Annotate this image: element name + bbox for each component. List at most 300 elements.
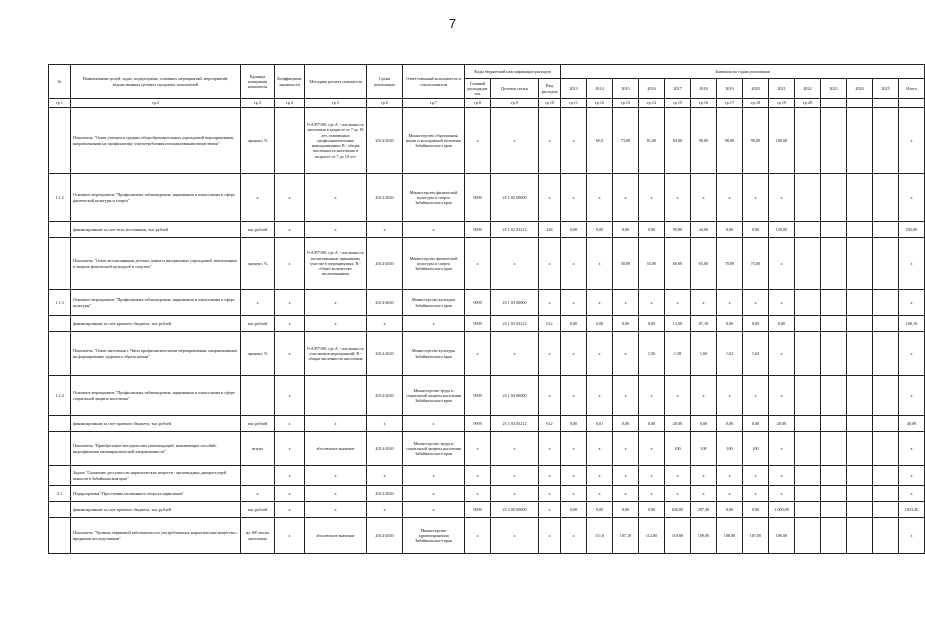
column-number-cell bbox=[821, 99, 847, 108]
row-term: 2014-2020 bbox=[367, 518, 403, 554]
row-year-value: х bbox=[691, 290, 717, 316]
column-number-cell: гр.17 bbox=[717, 99, 743, 108]
row-exec: х bbox=[403, 222, 465, 238]
row-year-value: 0,00 bbox=[717, 502, 743, 518]
row-code-main: 0909 bbox=[465, 222, 491, 238]
row-year-value: х bbox=[743, 466, 769, 486]
row-code-main: 0909 bbox=[465, 416, 491, 432]
row-exec: Министерство культуры Забайкальского края bbox=[403, 290, 465, 316]
row-year-value: х bbox=[769, 174, 795, 222]
row-year-value: х bbox=[717, 174, 743, 222]
row-code-target: х bbox=[491, 332, 539, 376]
row-coef: х bbox=[275, 502, 305, 518]
row-coef: х bbox=[275, 376, 305, 416]
row-year-value: х bbox=[717, 290, 743, 316]
row-unit: процент, % bbox=[241, 108, 275, 174]
row-year-value bbox=[795, 316, 821, 332]
row-year-value: х bbox=[587, 332, 613, 376]
row-code-target: х bbox=[491, 518, 539, 554]
row-year-value: 1,58 bbox=[665, 332, 691, 376]
row-year-value: х bbox=[717, 376, 743, 416]
header-year: 2017 bbox=[665, 79, 691, 99]
row-year-value: х bbox=[691, 174, 717, 222]
row-year-value: 656,00 bbox=[665, 502, 691, 518]
row-year-value: 0,00 bbox=[743, 502, 769, 518]
column-number-cell: гр.8 bbox=[465, 99, 491, 108]
column-number-cell: гр.2 bbox=[71, 99, 241, 108]
row-year-value: х bbox=[743, 174, 769, 222]
row-unit: на 100 тысяч населения bbox=[241, 518, 275, 554]
header-year: 2015 bbox=[613, 79, 639, 99]
row-total: 1953,40 bbox=[899, 502, 925, 518]
row-year-value: 84,00 bbox=[665, 108, 691, 174]
row-year-value: 0,00 bbox=[613, 416, 639, 432]
row-method: х bbox=[305, 290, 367, 316]
row-method: х bbox=[305, 502, 367, 518]
row-method: абсолютное значение bbox=[305, 518, 367, 554]
row-year-value: 44,60 bbox=[691, 222, 717, 238]
row-code-type: х bbox=[539, 466, 561, 486]
row-method: абсолютное значение bbox=[305, 432, 367, 466]
row-coef: х bbox=[275, 238, 305, 290]
row-total: х bbox=[899, 290, 925, 316]
table-row bbox=[49, 486, 925, 502]
row-code-target: х bbox=[491, 432, 539, 466]
row-year-value bbox=[795, 108, 821, 174]
row-year-value: 297,40 bbox=[691, 502, 717, 518]
row-year-value: х bbox=[587, 174, 613, 222]
row-year-value: х bbox=[639, 432, 665, 466]
row-code-main: х bbox=[465, 518, 491, 554]
row-exec: х bbox=[403, 502, 465, 518]
row-year-value bbox=[821, 518, 847, 554]
row-year-value: 0,00 bbox=[587, 502, 613, 518]
row-code-target: х bbox=[491, 486, 539, 502]
row-number bbox=[49, 502, 71, 518]
column-number-cell: гр.4 bbox=[275, 99, 305, 108]
row-year-value: х bbox=[561, 108, 587, 174]
page-number: 7 bbox=[448, 16, 457, 31]
row-year-value: х bbox=[639, 486, 665, 502]
row-code-main: х bbox=[465, 238, 491, 290]
row-total: х bbox=[899, 432, 925, 466]
row-code-type: х bbox=[539, 486, 561, 502]
row-year-value bbox=[821, 466, 847, 486]
header-exec: Ответственный исполнитель и соисполнители bbox=[403, 65, 465, 99]
program-table bbox=[48, 64, 925, 554]
row-coef: х bbox=[275, 290, 305, 316]
row-number bbox=[49, 416, 71, 432]
row-year-value bbox=[847, 332, 873, 376]
table-row bbox=[49, 376, 925, 416]
row-code-target: 23 1 03 00000 bbox=[491, 290, 539, 316]
row-code-main: х bbox=[465, 432, 491, 466]
row-year-value: 0,00 bbox=[587, 222, 613, 238]
header-method: Методика расчета показателя bbox=[305, 65, 367, 99]
row-year-value: 20,00 bbox=[769, 416, 795, 432]
row-unit: тыс.рублей bbox=[241, 502, 275, 518]
row-name: Основное мероприятие "Профилактика табакокурения, наркомании и алкоголизма в сфере культуры" bbox=[71, 290, 241, 316]
column-number-cell: гр.18 bbox=[743, 99, 769, 108]
row-year-value: х bbox=[561, 238, 587, 290]
row-exec: х bbox=[403, 466, 465, 486]
header-year: 2018 bbox=[691, 79, 717, 99]
row-exec: х bbox=[403, 486, 465, 502]
row-year-value bbox=[847, 416, 873, 432]
row-name: Показатель "Охват воспитанников детских домов и интернатных учреждений, вовлеченных в занятия физической культурой и спортом" bbox=[71, 238, 241, 290]
row-year-value bbox=[821, 174, 847, 222]
row-exec: Министерство физической культуры и спорта Забайкальского края bbox=[403, 238, 465, 290]
row-year-value: 107,00 bbox=[743, 518, 769, 554]
row-number bbox=[49, 108, 71, 174]
row-year-value: х bbox=[665, 290, 691, 316]
row-year-value bbox=[847, 466, 873, 486]
row-year-value: 70,00 bbox=[717, 238, 743, 290]
row-number bbox=[49, 316, 71, 332]
row-year-value: 0,00 bbox=[743, 416, 769, 432]
row-code-type: х bbox=[539, 108, 561, 174]
column-number-cell: гр.11 bbox=[561, 99, 587, 108]
row-code-main: 0909 bbox=[465, 290, 491, 316]
row-year-value bbox=[847, 486, 873, 502]
row-year-value: х bbox=[665, 174, 691, 222]
row-year-value: 1,64 bbox=[743, 332, 769, 376]
table-row bbox=[49, 174, 925, 222]
table-row bbox=[49, 466, 925, 486]
row-year-value: х bbox=[613, 432, 639, 466]
row-year-value: 13,00 bbox=[665, 316, 691, 332]
header-row bbox=[49, 65, 925, 79]
row-year-value: х bbox=[587, 238, 613, 290]
row-year-value bbox=[821, 222, 847, 238]
row-name: Подпрограмма "Пресечение незаконного оборота наркотиков" bbox=[71, 486, 241, 502]
column-number-cell: гр.1 bbox=[49, 99, 71, 108]
header-code-type: Вид расходов bbox=[539, 79, 561, 99]
row-year-value bbox=[847, 376, 873, 416]
row-coef: х bbox=[275, 486, 305, 502]
row-year-value: х bbox=[639, 376, 665, 416]
row-year-value: х bbox=[639, 466, 665, 486]
header-year: 2021 bbox=[769, 79, 795, 99]
row-year-value bbox=[795, 290, 821, 316]
row-unit bbox=[241, 376, 275, 416]
table-row bbox=[49, 332, 925, 376]
row-year-value: 0,00 bbox=[691, 416, 717, 432]
row-term: 2014-2020 bbox=[367, 432, 403, 466]
row-year-value: х bbox=[639, 174, 665, 222]
row-code-target: х bbox=[491, 466, 539, 486]
header-year: 2013 bbox=[561, 79, 587, 99]
row-year-value bbox=[795, 416, 821, 432]
row-exec: Министерство труда и социальной защиты населения Забайкальского края bbox=[403, 432, 465, 466]
row-exec: х bbox=[403, 416, 465, 432]
row-year-value bbox=[873, 174, 899, 222]
row-year-value: 65,00 bbox=[691, 238, 717, 290]
row-year-value: х bbox=[717, 486, 743, 502]
row-total: х bbox=[899, 174, 925, 222]
row-year-value bbox=[821, 108, 847, 174]
row-code-type: х bbox=[539, 332, 561, 376]
row-year-value: 0,00 bbox=[639, 316, 665, 332]
header-year: 2014 bbox=[587, 79, 613, 99]
row-code-main: 0909 bbox=[465, 174, 491, 222]
table-body bbox=[49, 65, 925, 554]
row-year-value: х bbox=[743, 376, 769, 416]
row-name: финансирование за счет краевого бюджета, тыс.рублей bbox=[71, 316, 241, 332]
row-year-value: х bbox=[769, 376, 795, 416]
row-number bbox=[49, 432, 71, 466]
row-total: 293,00 bbox=[899, 222, 925, 238]
header-code-main: Главный распорядитель bbox=[465, 79, 491, 99]
row-year-value bbox=[847, 174, 873, 222]
row-year-value: х bbox=[561, 332, 587, 376]
row-total: х bbox=[899, 108, 925, 174]
row-year-value: 108,00 bbox=[717, 518, 743, 554]
row-year-value: 0,00 bbox=[743, 222, 769, 238]
row-year-value: х bbox=[691, 376, 717, 416]
row-exec: Министерство культуры Забайкальского края bbox=[403, 332, 465, 376]
row-year-value bbox=[821, 432, 847, 466]
header-year: 2022 bbox=[795, 79, 821, 99]
row-year-value bbox=[847, 238, 873, 290]
row-year-value bbox=[795, 222, 821, 238]
row-name: финансирование за счет краевого бюджета, тыс.рублей bbox=[71, 502, 241, 518]
row-total: 40,09 bbox=[899, 416, 925, 432]
row-year-value: х bbox=[613, 290, 639, 316]
row-year-value bbox=[847, 432, 873, 466]
row-name: Показатель "Охват населения г. Читы профилактическими мероприятиями, направленными на формирование здорового образа жизни" bbox=[71, 332, 241, 376]
row-code-type: 612 bbox=[539, 316, 561, 332]
row-name: Основное мероприятие "Профилактика табакокурения, наркомании и алкоголизма в сфере социальной защиты населения" bbox=[71, 376, 241, 416]
row-term: 2014-2020 bbox=[367, 486, 403, 502]
row-year-value: 0,00 bbox=[613, 502, 639, 518]
table-row bbox=[49, 290, 925, 316]
row-year-value: 99,00 bbox=[743, 108, 769, 174]
row-year-value: 150,00 bbox=[769, 222, 795, 238]
row-number bbox=[49, 238, 71, 290]
row-code-type: х bbox=[539, 376, 561, 416]
row-year-value: х bbox=[665, 376, 691, 416]
header-num: № bbox=[49, 65, 71, 99]
row-unit: х bbox=[241, 174, 275, 222]
row-year-value: х bbox=[769, 432, 795, 466]
row-number: 1.1.2 bbox=[49, 174, 71, 222]
row-year-value: 0,00 bbox=[561, 222, 587, 238]
row-name: Основное мероприятие "Профилактика табакокурения, наркомании и алкоголизма в сфере физической культуры и спорта" bbox=[71, 174, 241, 222]
row-year-value: 0,00 bbox=[587, 316, 613, 332]
row-year-value: 111,6 bbox=[587, 518, 613, 554]
row-year-value: х bbox=[561, 518, 587, 554]
column-number-cell: гр.7 bbox=[403, 99, 465, 108]
row-method: х bbox=[305, 466, 367, 486]
row-year-value: х bbox=[587, 376, 613, 416]
row-name: Показатель "Охват учащихся средних общеобразовательных учреждений мероприятиями, направленными на профилактику злоупотребления психоактивными веществами" bbox=[71, 108, 241, 174]
row-year-value: х bbox=[769, 332, 795, 376]
row-year-value bbox=[795, 486, 821, 502]
row-year-value bbox=[873, 222, 899, 238]
column-number-cell: гр.15 bbox=[665, 99, 691, 108]
row-year-value: 98,00 bbox=[717, 108, 743, 174]
column-number-cell bbox=[899, 99, 925, 108]
row-exec: х bbox=[403, 316, 465, 332]
row-year-value bbox=[873, 238, 899, 290]
column-number-cell: гр.9 bbox=[491, 99, 539, 108]
column-number-cell: гр.12 bbox=[587, 99, 613, 108]
header-codes: Коды бюджетной классификации расходов bbox=[465, 65, 561, 79]
row-year-value bbox=[821, 290, 847, 316]
column-number-cell: гр.16 bbox=[691, 99, 717, 108]
row-year-value bbox=[873, 432, 899, 466]
row-name: Задача "Снижение доступности наркотических веществ - производных дикорастущей конопли в Забайкальском крае" bbox=[71, 466, 241, 486]
row-year-value: х bbox=[561, 376, 587, 416]
row-number bbox=[49, 332, 71, 376]
row-year-value bbox=[847, 290, 873, 316]
row-coef: х bbox=[275, 432, 305, 466]
row-year-value: 106,00 bbox=[769, 518, 795, 554]
row-year-value bbox=[873, 518, 899, 554]
header-unit: Единица измерения показателя bbox=[241, 65, 275, 99]
row-year-value bbox=[795, 332, 821, 376]
row-exec: Министерство труда и социальной защиты населения Забайкальского края bbox=[403, 376, 465, 416]
row-year-value: 0,00 bbox=[639, 502, 665, 518]
row-unit bbox=[241, 466, 275, 486]
row-name: финансирование за счет всех источников, тыс.рублей bbox=[71, 222, 241, 238]
row-year-value bbox=[821, 316, 847, 332]
column-number-cell bbox=[847, 99, 873, 108]
row-year-value: 100 bbox=[665, 432, 691, 466]
row-code-type: х bbox=[539, 432, 561, 466]
row-year-value: х bbox=[743, 290, 769, 316]
row-year-value: 0,00 bbox=[717, 416, 743, 432]
row-year-value bbox=[847, 108, 873, 174]
row-exec: Министерство физической культуры и спорта Забайкальского края bbox=[403, 174, 465, 222]
row-coef bbox=[275, 108, 305, 174]
row-total: х bbox=[899, 376, 925, 416]
row-year-value: 100 bbox=[691, 432, 717, 466]
row-exec: Министерство образования, науки и молодежной политики Забайкальского края bbox=[403, 108, 465, 174]
row-year-value bbox=[795, 502, 821, 518]
header-year: 2025 bbox=[873, 79, 899, 99]
row-code-main: х bbox=[465, 108, 491, 174]
row-year-value: 0,00 bbox=[743, 316, 769, 332]
row-year-value: 0,00 bbox=[561, 416, 587, 432]
row-year-value: х bbox=[561, 432, 587, 466]
row-year-value: 1,60 bbox=[691, 332, 717, 376]
row-method: I=A/B*100, где А - численность воспитанников, принявших участие в мероприятиях; В - общее количество воспитанников bbox=[305, 238, 367, 290]
row-method: I=A/B*100, где А - численность населения в возрасте от 7 до 18 лет, охваченных профилактическими мероприятиями; В - общая численность населения в возрасте от 7 до 18 лет bbox=[305, 108, 367, 174]
row-term: 2014-2020 bbox=[367, 238, 403, 290]
column-number-cell: гр.3 bbox=[241, 99, 275, 108]
row-year-value: 20,00 bbox=[665, 416, 691, 432]
row-year-value: х bbox=[665, 486, 691, 502]
column-number-cell: гр.14 bbox=[639, 99, 665, 108]
row-total: 100,10 bbox=[899, 316, 925, 332]
row-year-value: 75,00 bbox=[743, 238, 769, 290]
row-year-value: х bbox=[587, 486, 613, 502]
row-year-value bbox=[795, 466, 821, 486]
row-year-value bbox=[795, 376, 821, 416]
row-exec: Министерство здравоохранения Забайкальского края bbox=[403, 518, 465, 554]
header-year: 2019 bbox=[717, 79, 743, 99]
row-year-value: 0,00 bbox=[613, 316, 639, 332]
row-year-value bbox=[873, 290, 899, 316]
row-year-value: х bbox=[561, 290, 587, 316]
header-values: Значения по годам реализации bbox=[561, 65, 925, 79]
row-total: х bbox=[899, 518, 925, 554]
row-year-value: 73,00 bbox=[613, 108, 639, 174]
row-code-main: х bbox=[465, 466, 491, 486]
header-total: Итого bbox=[899, 79, 925, 99]
row-unit: х bbox=[241, 290, 275, 316]
row-year-value: х bbox=[639, 290, 665, 316]
row-year-value bbox=[847, 502, 873, 518]
row-coef: х bbox=[275, 466, 305, 486]
row-year-value: х bbox=[587, 290, 613, 316]
column-number-cell: гр.19 bbox=[769, 99, 795, 108]
row-year-value: 87,10 bbox=[691, 316, 717, 332]
row-name: финансирование за счет краевого бюджета, тыс.рублей bbox=[71, 416, 241, 432]
row-year-value: х bbox=[613, 486, 639, 502]
row-year-value: 100,00 bbox=[769, 108, 795, 174]
row-term: 2014-2020 bbox=[367, 290, 403, 316]
row-coef: х bbox=[275, 222, 305, 238]
row-year-value: 100 bbox=[743, 432, 769, 466]
row-year-value: х bbox=[665, 466, 691, 486]
row-year-value: 1,56 bbox=[639, 332, 665, 376]
header-code-target: Целевая статья bbox=[491, 79, 539, 99]
row-number bbox=[49, 518, 71, 554]
row-total: х bbox=[899, 486, 925, 502]
row-year-value: 50,00 bbox=[613, 238, 639, 290]
row-year-value: х bbox=[561, 486, 587, 502]
row-year-value bbox=[821, 332, 847, 376]
row-coef: х bbox=[275, 332, 305, 376]
row-year-value: х bbox=[769, 290, 795, 316]
row-code-target: 23 1 02 03212 bbox=[491, 222, 539, 238]
row-year-value: 100 bbox=[717, 432, 743, 466]
row-year-value bbox=[795, 238, 821, 290]
row-term: 2014-2020 bbox=[367, 332, 403, 376]
row-coef: х bbox=[275, 416, 305, 432]
row-number bbox=[49, 466, 71, 486]
row-term: х bbox=[367, 416, 403, 432]
header-term: Сроки реализации bbox=[367, 65, 403, 99]
row-code-type: х bbox=[539, 518, 561, 554]
row-year-value: 60,00 bbox=[665, 238, 691, 290]
row-year-value bbox=[873, 376, 899, 416]
row-year-value: 65,0 bbox=[587, 108, 613, 174]
row-year-value: 55,00 bbox=[639, 238, 665, 290]
row-unit: штука bbox=[241, 432, 275, 466]
row-code-target: 23 1 04 03212 bbox=[491, 416, 539, 432]
row-year-value: 99,80 bbox=[665, 222, 691, 238]
row-unit: тыс.рублей bbox=[241, 222, 275, 238]
row-coef: х bbox=[275, 316, 305, 332]
row-year-value bbox=[873, 486, 899, 502]
row-method: I=A/B*100, где А - численность участников мероприятий; В - общая численность населения bbox=[305, 332, 367, 376]
row-year-value: х bbox=[743, 486, 769, 502]
row-coef: х bbox=[275, 518, 305, 554]
row-code-target: х bbox=[491, 108, 539, 174]
row-number bbox=[49, 222, 71, 238]
row-code-main: 0909 bbox=[465, 316, 491, 332]
row-number: 1.1.4 bbox=[49, 376, 71, 416]
row-unit: процент, % bbox=[241, 332, 275, 376]
row-code-target: 23 1 02 00000 bbox=[491, 174, 539, 222]
table-row bbox=[49, 432, 925, 466]
row-method: х bbox=[305, 416, 367, 432]
table-row bbox=[49, 238, 925, 290]
